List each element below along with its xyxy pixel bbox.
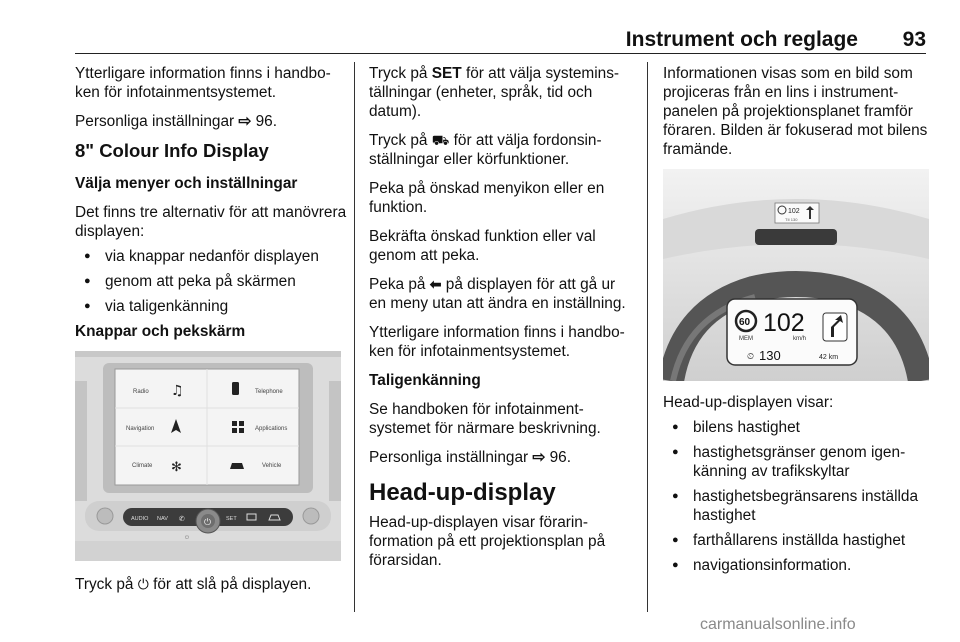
cruise-control-icon: ⏲ [747, 352, 755, 362]
paragraph: Personliga inställningar ⇨ 96. [75, 113, 278, 130]
apps-icon [232, 421, 237, 426]
bullet-list [663, 418, 929, 575]
power-icon: ⏻ [137, 576, 149, 592]
page-reference: 96. [549, 449, 572, 466]
nav-button-label: NAV [157, 516, 168, 522]
subheading: Taligenkänning [369, 372, 481, 389]
hud-cruise-speed: 130 [759, 348, 781, 363]
column-3 [663, 64, 929, 581]
paragraph: Tryck på SET för att välja systeminställningar (enheter, språk, tid och datum). [369, 65, 620, 120]
audio-button-label: AUDIO [131, 516, 149, 522]
page-number: 93 [902, 28, 926, 51]
list-item: ● via knappar nedanför displayen [75, 247, 347, 266]
tile-radio-label: Radio [133, 389, 149, 395]
paragraph: Personliga inställningar ⇨ 96. [369, 449, 572, 466]
column-1 [75, 64, 347, 604]
list-item: ● bilens hastighet [663, 418, 929, 437]
column-divider [647, 62, 648, 612]
header-title: Instrument och reglage [625, 28, 858, 51]
tile-telephone-label: Telephone [255, 389, 283, 395]
list-item: ● farthållarens inställda hastighet [663, 531, 929, 550]
hud-speed-limit: 60 [739, 317, 751, 328]
phone-button-icon: ✆ [179, 515, 185, 523]
watermark: carmanualsonline.info [700, 616, 856, 633]
hud-speed: 102 [763, 309, 805, 337]
column-divider [354, 62, 355, 612]
hud-mem-label: MEM [739, 336, 753, 342]
bullet-list [75, 247, 347, 316]
favourite-button-icon [303, 508, 319, 524]
fan-icon: ✻ [171, 460, 182, 475]
list-item: ● navigationsinformation. [663, 556, 929, 575]
list-item: ● hastighetsgränser genom igenkänning av trafikskyltar [663, 443, 929, 481]
tile-applications-label: Applications [255, 426, 288, 432]
music-note-icon: ♫ [171, 383, 184, 399]
turn-arrow-icon [823, 313, 847, 341]
svg-text:⏻: ⏻ [185, 535, 189, 541]
page-reference: 96. [255, 113, 278, 130]
paragraph: Head-up-displayen visar: [663, 394, 834, 411]
column-2 [369, 64, 635, 580]
section-heading: Head-up-display [369, 479, 556, 506]
set-label: SET [431, 65, 462, 82]
list-item: ● via taligenkänning [75, 297, 347, 316]
subheading: Välja menyer och inställningar [75, 175, 298, 192]
list-item: ● hastighetsbegränsarens inställda hastighet [663, 487, 929, 525]
page-header [75, 28, 926, 54]
vehicle-icon: ⛟ [431, 132, 450, 148]
head-up-display-figure [663, 169, 929, 381]
home-button-icon [97, 508, 113, 524]
paragraph: Bekräfta önskad funktion eller val genom att peka. [369, 228, 596, 264]
paragraph: Head-up-displayen visar förarinformation på ett projektionsplan på förarsidan. [369, 514, 606, 569]
paragraph: Ytterligare information finns i handboken för infotainmentsystemet. [75, 65, 331, 101]
section-heading: 8" Colour Info Display [75, 140, 269, 161]
tile-climate-label: Climate [132, 463, 153, 469]
phone-icon [232, 382, 239, 395]
back-arrow-icon: ⬅ [429, 276, 442, 292]
svg-text:⏻: ⏻ [204, 518, 212, 528]
tile-vehicle-label: Vehicle [262, 463, 282, 469]
reference-arrow-icon: ⇨ [238, 113, 252, 130]
paragraph: Se handboken för infotainmentsystemet för närmare beskrivning. [369, 401, 601, 437]
paragraph: Informationen visas som en bild som projiceras från en lins i instrumentpanelen på projektionsplanet framför föraren. Bilden är fokuserad mot bilens framände. [663, 65, 928, 158]
hud-small-sub: TII 130 [785, 217, 798, 222]
tile-navigation-label: Navigation [126, 426, 155, 432]
set-button-label: SET [226, 516, 237, 522]
infotainment-screen-figure [75, 351, 341, 561]
paragraph: Tryck på ⛟ för att välja fordonsinställningar eller körfunktioner. [369, 132, 602, 168]
subheading: Knappar och pekskärm [75, 323, 246, 340]
reference-arrow-icon: ⇨ [532, 449, 546, 466]
hud-speed-unit: km/h [793, 336, 807, 342]
paragraph: Det finns tre alternativ för att manövrera displayen: [75, 204, 347, 240]
paragraph: Peka på ⬅ på displayen för att gå ur en meny utan att ändra en inställning. [369, 276, 626, 312]
list-item: ● genom att peka på skärmen [75, 272, 347, 291]
car-icon [230, 463, 244, 469]
paragraph: Ytterligare information finns i handboken för infotainmentsystemet. [369, 324, 625, 360]
paragraph: Peka på önskad menyikon eller en funktion. [369, 180, 605, 216]
hud-small-speed: 102 [788, 208, 800, 215]
hud-distance: 42 km [819, 354, 839, 361]
paragraph: Tryck på ⏻ för att slå på displayen. [75, 576, 312, 593]
